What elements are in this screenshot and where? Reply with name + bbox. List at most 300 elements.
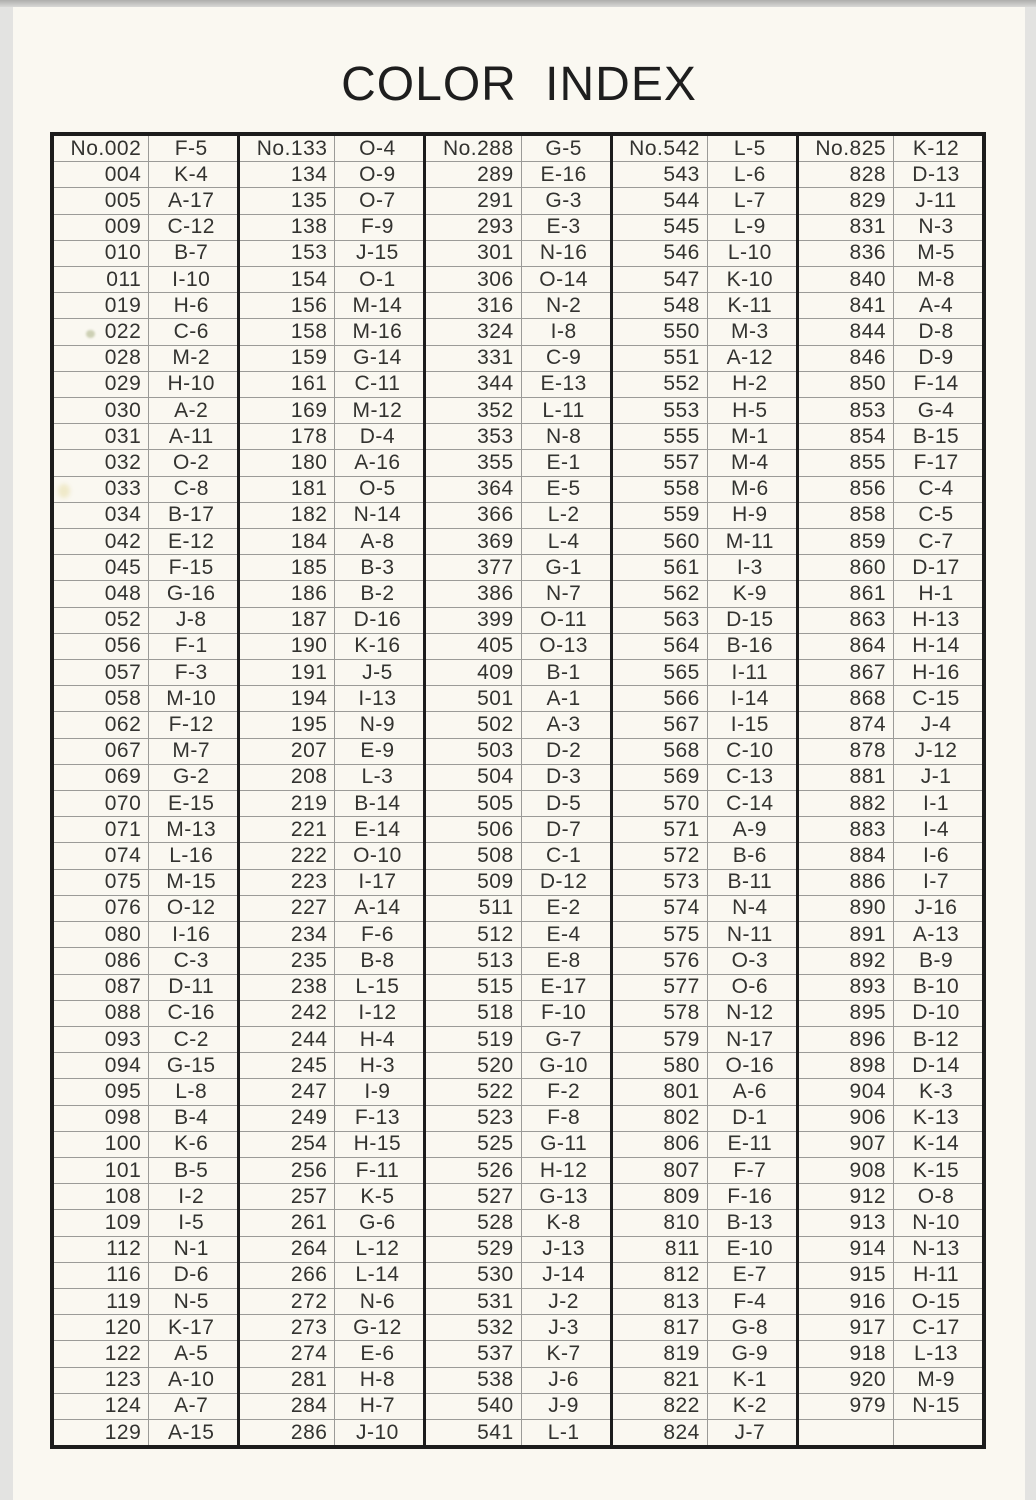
- color-code-cell: A-9: [732, 817, 767, 841]
- table-row: [54, 1419, 237, 1445]
- color-number-cell: 274: [240, 1341, 335, 1366]
- table-row: [613, 816, 796, 842]
- color-code-cell: K-10: [726, 267, 774, 291]
- color-code-cell: J-11: [915, 189, 957, 212]
- color-number-cell: 563: [613, 608, 708, 633]
- table-row: [613, 161, 796, 187]
- color-number-cell: 219: [240, 791, 335, 816]
- color-code-cell: H-10: [167, 372, 215, 396]
- color-code-cell: K-13: [912, 1106, 960, 1130]
- table-row: [426, 842, 609, 868]
- table-row: [799, 1131, 982, 1157]
- table-row: [799, 371, 982, 397]
- table-row: [240, 895, 423, 921]
- color-code-cell: J-14: [542, 1263, 586, 1287]
- color-code-cell: F-15: [168, 555, 214, 579]
- color-number-cell: 801: [613, 1079, 708, 1104]
- color-code-cell: K-6: [174, 1132, 209, 1156]
- color-number-cell: 034: [54, 503, 149, 528]
- color-number-cell: 120: [54, 1315, 149, 1340]
- color-code-cell: O-5: [359, 477, 396, 501]
- color-number-cell: 324: [426, 319, 521, 344]
- table-row: [613, 1000, 796, 1026]
- color-number-cell: No.288: [426, 136, 521, 161]
- table-row: [240, 580, 423, 606]
- color-number-cell: 884: [799, 843, 894, 868]
- table-row: [426, 607, 609, 633]
- color-number-cell: 031: [54, 424, 149, 449]
- color-number-cell: 840: [799, 267, 894, 292]
- color-code-cell: A-12: [726, 346, 774, 370]
- table-row: [54, 580, 237, 606]
- table-row: [799, 711, 982, 737]
- table-row: [240, 1078, 423, 1104]
- table-row: [54, 187, 237, 213]
- table-row: [613, 711, 796, 737]
- color-number-cell: 564: [613, 634, 708, 659]
- table-row: [426, 449, 609, 475]
- color-code-cell: L-9: [733, 215, 766, 239]
- color-number-cell: 508: [426, 843, 521, 868]
- color-code-cell: G-5: [545, 136, 582, 160]
- table-row: [426, 1026, 609, 1052]
- color-number-cell: 850: [799, 372, 894, 397]
- color-number-cell: 509: [426, 870, 521, 895]
- color-code-cell: I-7: [923, 870, 950, 894]
- color-code-cell: L-8: [175, 1079, 208, 1103]
- table-row: [613, 842, 796, 868]
- color-number-cell: 030: [54, 398, 149, 423]
- color-number-cell: 580: [613, 1053, 708, 1078]
- color-code-cell: I-5: [178, 1210, 205, 1234]
- color-code-cell: C-9: [545, 346, 582, 370]
- table-row: [613, 659, 796, 685]
- table-row: [613, 1209, 796, 1235]
- scanner-edge-strip: [0, 0, 1036, 7]
- color-number-cell: 129: [54, 1420, 149, 1445]
- table-column-group: [796, 136, 982, 1445]
- table-row: [54, 1340, 237, 1366]
- table-row: [240, 397, 423, 423]
- table-row: [240, 1000, 423, 1026]
- color-number-cell: 190: [240, 634, 335, 659]
- color-number-cell: 194: [240, 686, 335, 711]
- table-row: [54, 318, 237, 344]
- color-code-cell: K-11: [727, 293, 773, 317]
- color-number-cell: 122: [54, 1341, 149, 1366]
- table-row: [613, 1288, 796, 1314]
- table-row: [799, 607, 982, 633]
- table-row: [54, 790, 237, 816]
- color-code-cell: F-9: [360, 215, 394, 239]
- color-code-cell: M-13: [166, 817, 217, 841]
- color-number-cell: 369: [426, 529, 521, 554]
- color-code-cell: D-15: [726, 608, 774, 632]
- color-code-cell: E-5: [546, 477, 581, 501]
- color-number-cell: No.002: [54, 136, 149, 161]
- color-number-cell: 529: [426, 1237, 521, 1262]
- table-row: [799, 1367, 982, 1393]
- table-row: [240, 292, 423, 318]
- color-code-cell: H-16: [912, 660, 960, 684]
- table-row: [613, 423, 796, 449]
- table-row: [799, 1078, 982, 1104]
- color-code-cell: B-10: [912, 975, 960, 999]
- table-row: [613, 318, 796, 344]
- color-code-cell: I-8: [550, 320, 577, 344]
- table-row: [799, 161, 982, 187]
- table-row: [240, 974, 423, 1000]
- color-number-cell: 570: [613, 791, 708, 816]
- color-number-cell: 569: [613, 765, 708, 790]
- table-row: [240, 685, 423, 711]
- color-code-cell: C-15: [912, 686, 960, 710]
- color-code-cell: E-3: [546, 215, 581, 239]
- color-code-cell: E-11: [727, 1132, 773, 1156]
- table-row: [426, 528, 609, 554]
- color-code-cell: H-9: [732, 503, 768, 527]
- color-number-cell: 565: [613, 660, 708, 685]
- color-number-cell: 864: [799, 634, 894, 659]
- color-code-cell: F-11: [355, 1158, 400, 1182]
- color-number-cell: 548: [613, 293, 708, 318]
- table-row: [799, 842, 982, 868]
- table-row: [54, 685, 237, 711]
- table-row: [799, 1262, 982, 1288]
- table-row: [613, 528, 796, 554]
- table-row: [426, 318, 609, 344]
- color-code-cell: B-15: [912, 424, 960, 448]
- color-code-cell: F-7: [733, 1158, 767, 1182]
- color-code-cell: L-7: [733, 189, 766, 212]
- color-number-cell: 898: [799, 1053, 894, 1078]
- table-row: [54, 842, 237, 868]
- color-number-cell: 920: [799, 1368, 894, 1393]
- color-number-cell: 543: [613, 162, 708, 187]
- color-code-cell: F-6: [360, 922, 394, 946]
- table-row: [799, 633, 982, 659]
- color-code-cell: K-4: [174, 162, 209, 186]
- color-code-cell: A-7: [174, 1394, 209, 1418]
- color-code-cell: L-12: [355, 1237, 400, 1261]
- table-row: [799, 1340, 982, 1366]
- color-code-cell: C-2: [173, 1027, 209, 1051]
- color-code-cell: K-16: [354, 634, 401, 658]
- color-code-cell: D-5: [545, 791, 582, 815]
- color-code-cell: F-5: [174, 136, 208, 160]
- color-number-cell: 154: [240, 267, 335, 292]
- color-code-cell: A-8: [360, 529, 395, 553]
- color-code-cell: G-1: [545, 555, 582, 579]
- color-code-cell: F-13: [354, 1106, 401, 1130]
- color-number-cell: 854: [799, 424, 894, 449]
- color-number-cell: 504: [426, 765, 521, 790]
- color-number-cell: 222: [240, 843, 335, 868]
- table-row: [426, 764, 609, 790]
- table-row: [54, 895, 237, 921]
- color-number-cell: 080: [54, 922, 149, 947]
- color-number-cell: 257: [240, 1184, 335, 1209]
- color-code-cell: F-12: [168, 713, 214, 737]
- table-row: [613, 1026, 796, 1052]
- table-row: [240, 816, 423, 842]
- table-row: [799, 947, 982, 973]
- table-row: [426, 816, 609, 842]
- color-number-cell: 057: [54, 660, 149, 685]
- table-row: [54, 659, 237, 685]
- color-number-cell: 086: [54, 948, 149, 973]
- table-row: [426, 659, 609, 685]
- color-code-cell: O-14: [539, 267, 588, 291]
- color-number-cell: 042: [54, 529, 149, 554]
- table-row: [613, 371, 796, 397]
- table-row: [799, 240, 982, 266]
- color-number-cell: 011: [54, 267, 149, 292]
- color-code-cell: O-10: [353, 844, 402, 868]
- color-code-cell: M-7: [172, 739, 211, 763]
- table-row: [240, 187, 423, 213]
- color-code-cell: O-2: [172, 451, 210, 475]
- table-row: [426, 633, 609, 659]
- table-row: [613, 187, 796, 213]
- color-code-cell: K-15: [912, 1158, 960, 1182]
- color-number-cell: 291: [426, 188, 521, 213]
- table-row: [426, 397, 609, 423]
- color-code-cell: F-8: [547, 1106, 581, 1130]
- color-code-cell: M-12: [352, 398, 403, 422]
- color-code-cell: G-10: [539, 1053, 588, 1077]
- color-number-cell: 511: [426, 896, 521, 921]
- table-row: [54, 607, 237, 633]
- table-row: [799, 659, 982, 685]
- table-row: [613, 449, 796, 475]
- table-row: [240, 1131, 423, 1157]
- color-code-cell: B-14: [354, 791, 401, 815]
- color-code-cell: G-2: [172, 765, 210, 789]
- table-row: [240, 869, 423, 895]
- color-number-cell: 882: [799, 791, 894, 816]
- table-row: [54, 1393, 237, 1419]
- color-code-cell: N-6: [359, 1289, 396, 1313]
- color-number-cell: 829: [799, 188, 894, 213]
- color-number-cell: 575: [613, 922, 708, 947]
- color-number-cell: 208: [240, 765, 335, 790]
- color-code-cell: L-14: [355, 1263, 400, 1287]
- color-number-cell: 812: [613, 1263, 708, 1288]
- table-row: [426, 476, 609, 502]
- table-row: [613, 1236, 796, 1262]
- color-number-cell: 520: [426, 1053, 521, 1078]
- color-code-cell: L-16: [169, 844, 214, 868]
- color-code-cell: J-2: [548, 1289, 579, 1313]
- color-code-cell: D-17: [912, 555, 960, 579]
- color-number-cell: 088: [54, 1001, 149, 1026]
- table-row: [613, 136, 796, 161]
- color-number-cell: 284: [240, 1394, 335, 1419]
- color-code-cell: L-3: [361, 765, 394, 789]
- color-code-cell: H-11: [913, 1263, 960, 1287]
- table-row: [799, 1419, 982, 1445]
- table-row: [426, 738, 609, 764]
- color-code-cell: H-6: [173, 293, 209, 317]
- color-number-cell: 377: [426, 555, 521, 580]
- table-row: [54, 1236, 237, 1262]
- color-number-cell: 571: [613, 817, 708, 842]
- color-code-cell: D-9: [918, 346, 954, 370]
- table-row: [799, 1000, 982, 1026]
- color-code-cell: O-13: [539, 634, 588, 658]
- color-number-cell: 552: [613, 372, 708, 397]
- color-number-cell: 906: [799, 1106, 894, 1131]
- color-code-cell: A-15: [168, 1420, 215, 1444]
- table-row: [613, 580, 796, 606]
- table-row: [54, 371, 237, 397]
- color-code-cell: K-2: [732, 1394, 767, 1418]
- color-number-cell: 559: [613, 503, 708, 528]
- color-code-cell: H-1: [918, 582, 954, 606]
- table-row: [54, 1131, 237, 1157]
- color-number-cell: 979: [799, 1394, 894, 1419]
- color-number-cell: 242: [240, 1001, 335, 1026]
- color-number-cell: 353: [426, 424, 521, 449]
- color-code-cell: J-10: [356, 1420, 399, 1444]
- table-row: [426, 1236, 609, 1262]
- table-row: [426, 423, 609, 449]
- table-row: [240, 371, 423, 397]
- color-code-cell: O-11: [540, 608, 588, 632]
- color-code-cell: K-7: [546, 1341, 581, 1365]
- color-code-cell: O-16: [725, 1053, 775, 1077]
- color-code-cell: I-12: [358, 1001, 397, 1025]
- color-number-cell: 886: [799, 870, 894, 895]
- color-number-cell: 819: [613, 1341, 708, 1366]
- color-code-cell: M-9: [917, 1368, 955, 1392]
- table-row: [240, 1340, 423, 1366]
- table-row: [240, 659, 423, 685]
- color-number-cell: 560: [613, 529, 708, 554]
- color-code-cell: N-17: [726, 1027, 774, 1051]
- color-code-cell: E-4: [546, 922, 581, 946]
- table-row: [613, 974, 796, 1000]
- color-number-cell: 914: [799, 1237, 894, 1262]
- color-code-cell: M-8: [917, 267, 955, 291]
- color-number-cell: 067: [54, 739, 149, 764]
- color-number-cell: 573: [613, 870, 708, 895]
- table-row: [426, 1131, 609, 1157]
- table-row: [426, 1419, 609, 1445]
- color-number-cell: 070: [54, 791, 149, 816]
- color-code-cell: F-4: [733, 1289, 767, 1313]
- table-row: [426, 187, 609, 213]
- table-row: [426, 161, 609, 187]
- color-code-cell: A-10: [168, 1368, 215, 1392]
- color-number-cell: 811: [613, 1237, 708, 1262]
- color-code-cell: C-16: [167, 1001, 215, 1025]
- color-number-cell: 344: [426, 372, 521, 397]
- color-number-cell: 108: [54, 1184, 149, 1209]
- table-row: [613, 1157, 796, 1183]
- color-number-cell: 158: [240, 319, 335, 344]
- color-number-cell: No.542: [613, 136, 708, 161]
- color-code-cell: H-14: [912, 634, 960, 658]
- table-row: [613, 947, 796, 973]
- table-row: [799, 554, 982, 580]
- color-number-cell: 266: [240, 1263, 335, 1288]
- table-row: [799, 895, 982, 921]
- table-row: [54, 214, 237, 240]
- color-code-cell: D-16: [353, 608, 402, 632]
- color-number-cell: 868: [799, 686, 894, 711]
- table-row: [799, 292, 982, 318]
- color-code-cell: E-6: [360, 1341, 395, 1365]
- table-row: [799, 187, 982, 213]
- table-row: [426, 895, 609, 921]
- color-number-cell: 249: [240, 1106, 335, 1131]
- table-row: [426, 371, 609, 397]
- table-row: [426, 921, 609, 947]
- color-number-cell: 087: [54, 975, 149, 1000]
- color-number-cell: 032: [54, 450, 149, 475]
- color-number-cell: 558: [613, 477, 708, 502]
- color-code-cell: I-14: [730, 686, 769, 710]
- color-code-cell: G-3: [545, 189, 582, 212]
- table-row: [799, 528, 982, 554]
- table-row: [54, 266, 237, 292]
- table-row: [240, 476, 423, 502]
- color-number-cell: No.825: [799, 136, 894, 161]
- color-number-cell: 806: [613, 1132, 708, 1157]
- color-code-cell: L-5: [733, 136, 766, 160]
- color-code-cell: K-9: [732, 582, 767, 606]
- color-number-cell: 159: [240, 346, 335, 371]
- color-number-cell: 256: [240, 1158, 335, 1183]
- color-number-cell: 033: [54, 477, 149, 502]
- color-number-cell: 881: [799, 765, 894, 790]
- table-row: [54, 974, 237, 1000]
- color-number-cell: 530: [426, 1263, 521, 1288]
- table-row: [613, 554, 796, 580]
- color-code-cell: J-6: [548, 1368, 579, 1392]
- color-code-cell: L-2: [547, 503, 580, 527]
- color-number-cell: 134: [240, 162, 335, 187]
- color-code-cell: F-16: [727, 1184, 773, 1208]
- color-code-cell: O-6: [731, 975, 769, 999]
- table-row: [54, 1105, 237, 1131]
- color-code-cell: A-17: [168, 189, 215, 212]
- color-number-cell: 101: [54, 1158, 149, 1183]
- color-code-cell: G-6: [359, 1210, 396, 1234]
- color-code-cell: F-3: [174, 660, 208, 684]
- color-code-cell: C-6: [173, 320, 209, 344]
- color-code-cell: J-8: [175, 608, 207, 632]
- table-row: [54, 345, 237, 371]
- color-code-cell: N-8: [545, 424, 582, 448]
- color-number-cell: 916: [799, 1289, 894, 1314]
- color-number-cell: 541: [426, 1420, 521, 1445]
- color-code-cell: N-12: [726, 1001, 774, 1025]
- color-number-cell: 244: [240, 1027, 335, 1052]
- color-code-cell: N-10: [912, 1210, 960, 1234]
- table-row: [613, 607, 796, 633]
- table-row: [54, 240, 237, 266]
- color-number-cell: 859: [799, 529, 894, 554]
- color-code-cell: K-14: [912, 1132, 960, 1156]
- color-code-cell: I-15: [730, 713, 769, 737]
- color-code-cell: B-4: [174, 1106, 209, 1130]
- color-number-cell: 506: [426, 817, 521, 842]
- color-code-cell: O-12: [166, 896, 216, 920]
- table-row: [426, 240, 609, 266]
